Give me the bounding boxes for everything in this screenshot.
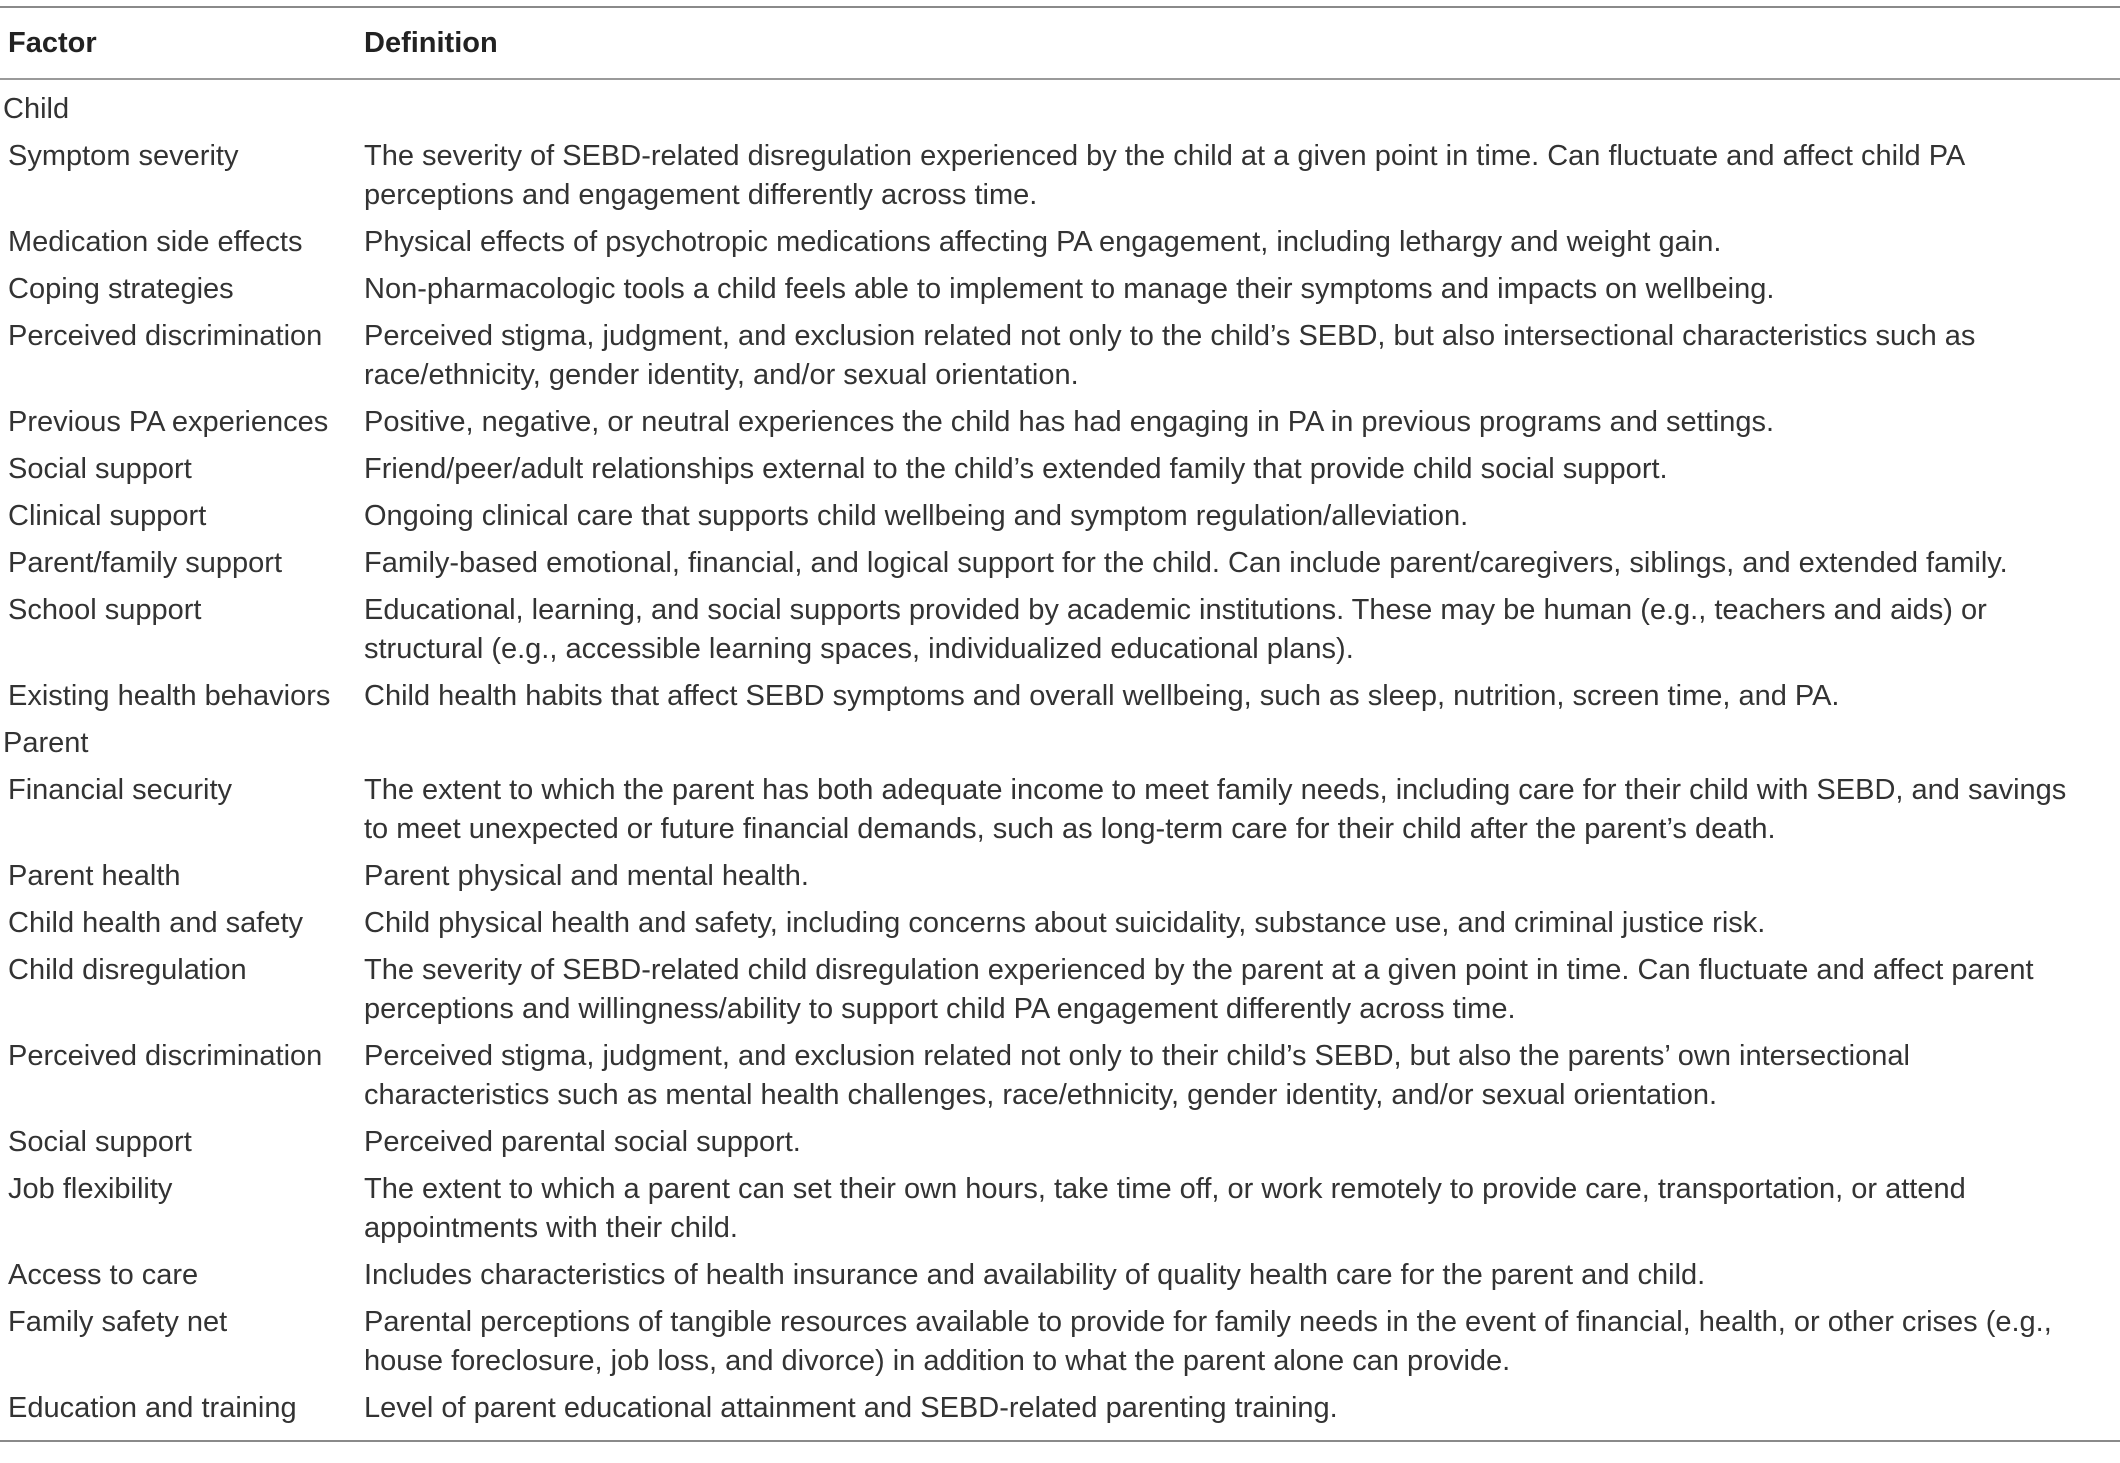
factor-cell: Social support	[8, 1126, 192, 1158]
definition-cell: Perceived stigma, judgment, and exclusion related not only to their child’s SEBD, but also the parents’ own intersectional characteristics such as mental health challenges, race/ethnicity, gender identity, and/or sexual orientation.	[364, 1040, 1910, 1111]
definition-cell: Friend/peer/adult relationships external to the child’s extended family that provide child social support.	[364, 453, 1668, 485]
factor-definition-table	[0, 6, 2120, 1442]
factor-cell: Perceived discrimination	[8, 320, 323, 352]
definition-cell: The severity of SEBD-related disregulation experienced by the child at a given point in time. Can fluctuate and affect child PA perceptions and engagement differently across time.	[364, 140, 1964, 211]
table-row	[0, 317, 2120, 395]
factor-cell: Social support	[8, 453, 192, 485]
table-row	[0, 544, 2120, 583]
definition-cell: Level of parent educational attainment and SEBD-related parenting training.	[364, 1392, 1338, 1424]
factor-cell: Clinical support	[8, 500, 207, 532]
factor-cell: Previous PA experiences	[8, 406, 329, 438]
definition-cell: Child physical health and safety, including concerns about suicidality, substance use, and criminal justice risk.	[364, 907, 1766, 939]
table-row	[0, 857, 2120, 896]
definition-cell: The extent to which the parent has both adequate income to meet family needs, including care for their child with SEBD, and savings to meet unexpected or future financial demands, such as long-term care for their child after the parent’s death.	[364, 774, 2067, 845]
factor-cell: Parent/family support	[8, 547, 283, 579]
section-heading: Parent	[3, 727, 89, 759]
definition-cell: Includes characteristics of health insurance and availability of quality health care for the parent and child.	[364, 1259, 1706, 1291]
factor-cell: Family safety net	[8, 1306, 228, 1338]
factor-cell: Symptom severity	[8, 140, 239, 172]
definition-cell: Non-pharmacologic tools a child feels able to implement to manage their symptoms and impacts on wellbeing.	[364, 273, 1775, 305]
section-heading: Child	[3, 93, 70, 125]
factor-cell: Parent health	[8, 860, 181, 892]
table-row	[0, 1123, 2120, 1162]
factor-cell: Job flexibility	[8, 1173, 173, 1205]
table-row	[0, 497, 2120, 536]
definition-cell: The extent to which a parent can set their own hours, take time off, or work remotely to provide care, transportation, or attend appointments with their child.	[364, 1173, 1966, 1244]
definition-cell: Perceived stigma, judgment, and exclusion related not only to the child’s SEBD, but also intersectional characteristics such as race/ethnicity, gender identity, and/or sexual orientation.	[364, 320, 1976, 391]
table-header-row	[0, 8, 2120, 78]
table-row	[0, 137, 2120, 215]
table-row	[0, 677, 2120, 716]
table-row	[0, 1170, 2120, 1248]
factor-cell: School support	[8, 594, 202, 626]
table-row	[0, 904, 2120, 943]
table-row	[0, 403, 2120, 442]
header-definition: Definition	[364, 26, 498, 59]
factor-cell: Education and training	[8, 1392, 297, 1424]
definition-cell: Physical effects of psychotropic medications affecting PA engagement, including lethargy and weight gain.	[364, 226, 1722, 258]
factor-cell: Child health and safety	[8, 907, 304, 939]
definition-cell: Parental perceptions of tangible resources available to provide for family needs in the event of financial, health, or other crises (e.g., house foreclosure, job loss, and divorce) in addition to what the parent alone can provide.	[364, 1306, 2052, 1377]
factor-cell: Existing health behaviors	[8, 680, 331, 712]
factor-cell: Medication side effects	[8, 226, 303, 258]
table-row	[0, 591, 2120, 669]
table-bottom-rule	[0, 1440, 2120, 1442]
definition-cell: Parent physical and mental health.	[364, 860, 809, 892]
definition-cell: Family-based emotional, financial, and logical support for the child. Can include parent/caregivers, siblings, and extended family.	[364, 547, 2008, 579]
table-row	[0, 951, 2120, 1029]
table-row	[0, 1256, 2120, 1295]
table-row	[0, 270, 2120, 309]
definition-cell: Child health habits that affect SEBD symptoms and overall wellbeing, such as sleep, nutrition, screen time, and PA.	[364, 680, 1840, 712]
table-row	[0, 1389, 2120, 1428]
definition-cell: Ongoing clinical care that supports child wellbeing and symptom regulation/alleviation.	[364, 500, 1469, 532]
factor-cell: Child disregulation	[8, 954, 247, 986]
factor-cell: Financial security	[8, 774, 233, 806]
definition-cell: The severity of SEBD-related child disregulation experienced by the parent at a given point in time. Can fluctuate and affect parent perceptions and willingness/ability to support child PA engagement differently across time.	[364, 954, 2034, 1025]
header-factor: Factor	[8, 26, 97, 59]
table-row	[0, 1303, 2120, 1381]
factor-cell: Coping strategies	[8, 273, 234, 305]
factor-cell: Perceived discrimination	[8, 1040, 323, 1072]
table-row	[0, 223, 2120, 262]
factor-cell: Access to care	[8, 1259, 199, 1291]
table-row	[0, 771, 2120, 849]
table-body	[0, 80, 2120, 1428]
table-row	[0, 450, 2120, 489]
definition-cell: Educational, learning, and social supports provided by academic institutions. These may be human (e.g., teachers and aids) or structural (e.g., accessible learning spaces, individualized educational plans).	[364, 594, 1987, 665]
table-row	[0, 1037, 2120, 1115]
definition-cell: Perceived parental social support.	[364, 1126, 801, 1158]
definition-cell: Positive, negative, or neutral experiences the child has had engaging in PA in previous programs and settings.	[364, 406, 1775, 438]
